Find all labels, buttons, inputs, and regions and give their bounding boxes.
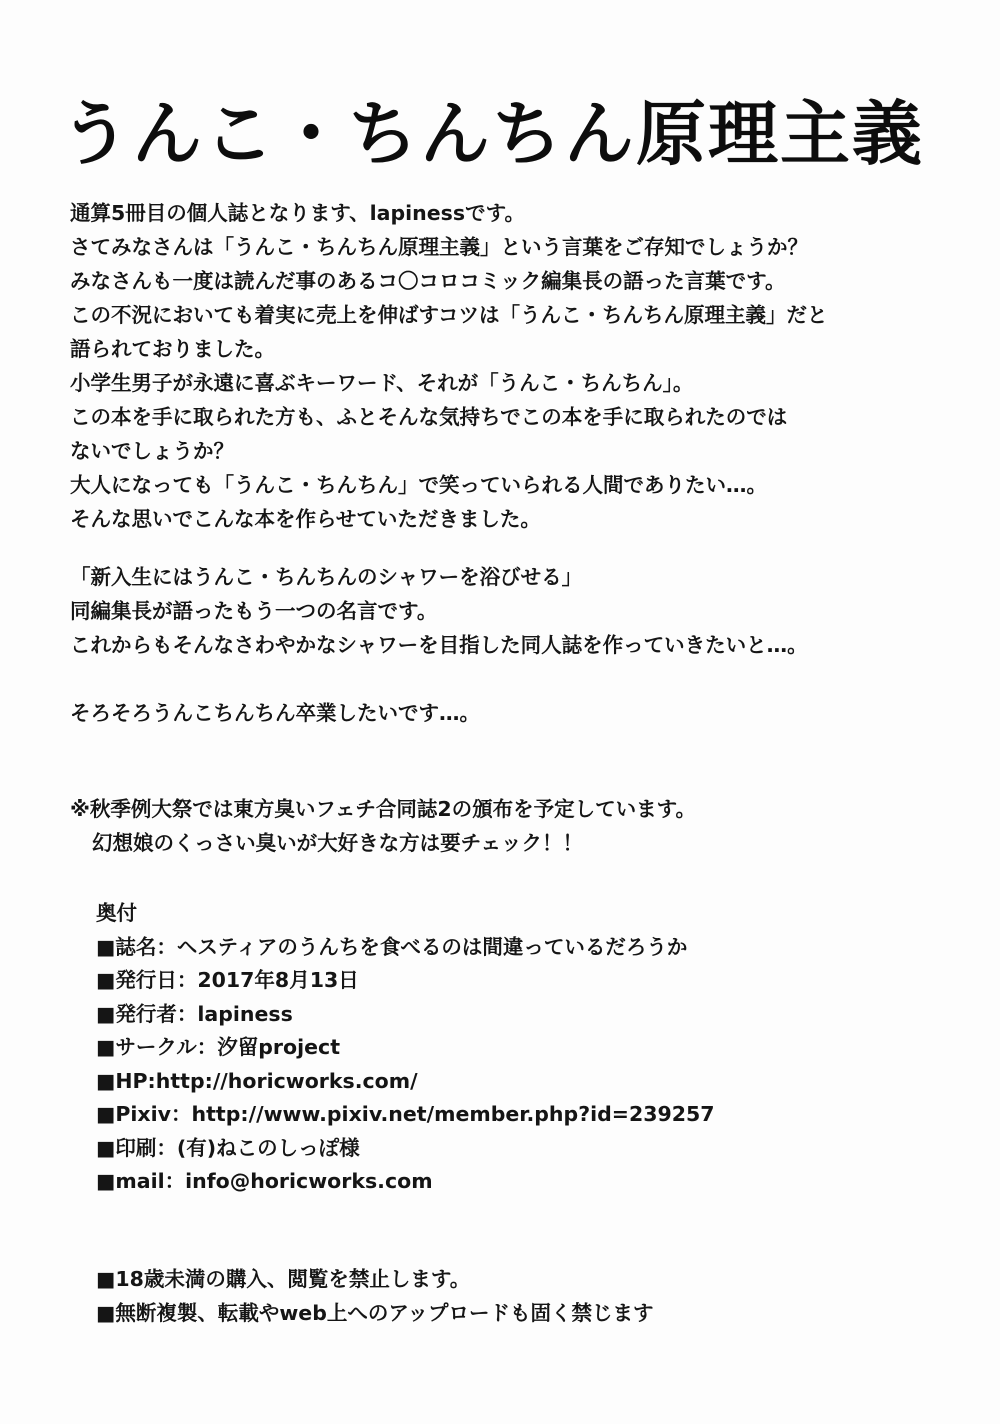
colophon-printer: ■印刷：(有)ねこのしっぽ様 [96,1135,360,1160]
colophon-pixiv: ■Pixiv：http://www.pixiv.net/member.php?id=239257 [96,1102,715,1126]
legal-line: ■無断複製、転載やweb上へのアップロードも固く禁じます [96,1301,654,1325]
intro-line: この不況においても着実に売上を伸ばすコツは「うんこ・ちんちん原理主義」だと [70,303,828,327]
page-title: うんこ・ちんちん原理主義 [60,93,924,175]
colophon-date: ■発行日：2017年8月13日 [96,968,359,992]
colophon-heading: 奥付 [96,901,137,925]
quote-line: これからもそんなさわやかなシャワーを目指した同人誌を作っていきたいと…。 [70,633,808,657]
intro-line: 大人になっても「うんこ・ちんちん」で笑っていられる人間でありたい…。 [70,473,767,497]
intro-line: みなさんも一度は読んだ事のあるコ〇コロコミック編集長の語った言葉です。 [70,269,786,293]
notice-line: 幻想娘のくっさい臭いが大好きな方は要チェック！！ [92,831,583,855]
outro-line: そろそろうんこちんちん卒業したいです…。 [70,701,480,725]
legal-line: ■18歳未満の購入、閲覧を禁止します。 [96,1267,471,1291]
colophon-circle: ■サークル：汐留project [96,1035,341,1059]
quote-text [70,560,950,662]
quote-line: 「新入生にはうんこ・ちんちんのシャワーを浴びせる」 [70,565,583,589]
intro-line: この本を手に取られた方も、ふとそんな気持ちでこの本を手に取られたのでは [70,405,788,429]
colophon [96,897,976,1199]
colophon-title: ■誌名：ヘスティアのうんちを食べるのは間違っているだろうか [96,934,688,959]
colophon-mail: ■mail：info@horicworks.com [96,1169,433,1193]
quote-line: 同編集長が語ったもう一つの名言です。 [70,599,438,623]
intro-text [70,196,950,536]
event-notice [70,792,950,860]
colophon-homepage: ■HP:http://horicworks.com/ [96,1068,418,1093]
notice-line: ※秋季例大祭では東方臭いフェチ合同誌2の頒布を予定しています。 [70,797,697,821]
intro-line: そんな思いでこんな本を作らせていただきました。 [70,507,541,531]
intro-line: ないでしょうか？ [70,439,234,463]
intro-line: さてみなさんは「うんこ・ちんちん原理主義」という言葉をご存知でしょうか？ [70,235,808,259]
intro-line: 小学生男子が永遠に喜ぶキーワード、それが「うんこ・ちんちん」。 [70,371,694,395]
intro-line: 通算5冊目の個人誌となります、lapinessです。 [70,201,525,225]
intro-line: 語られておりました。 [70,337,275,361]
colophon-publisher: ■発行者：lapiness [96,1001,293,1026]
legal-notice [96,1262,976,1330]
outro-text [70,696,950,730]
